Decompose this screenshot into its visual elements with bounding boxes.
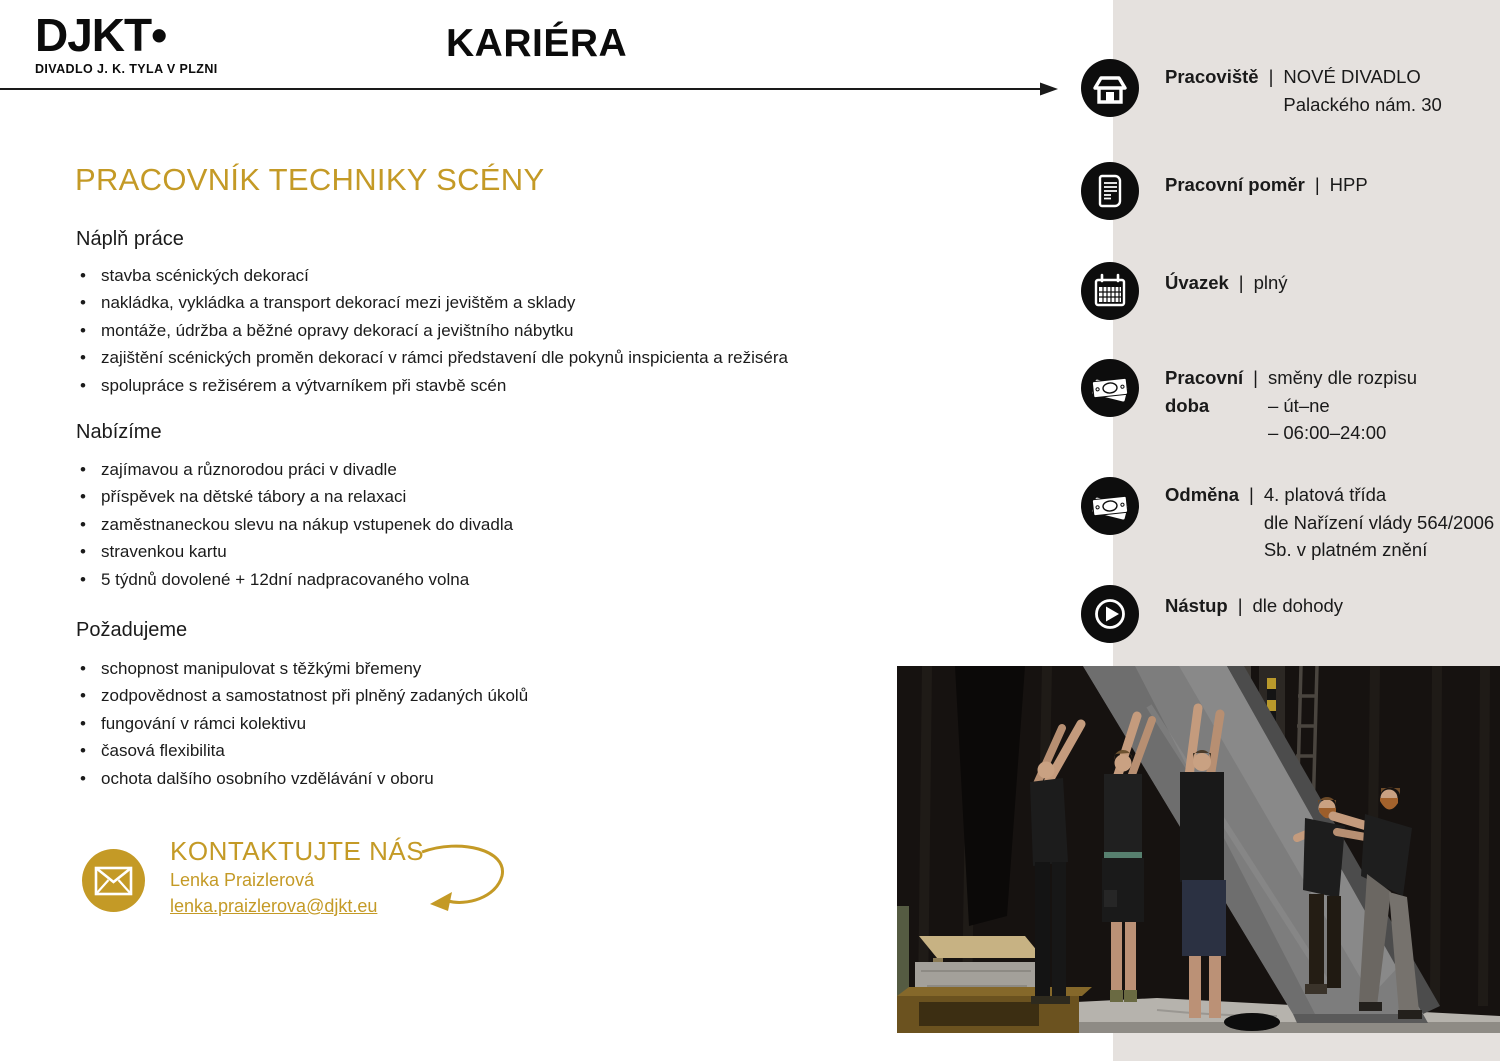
list-item: • spolupráce s režisérem a výtvarníkem při stavbě scén [78, 372, 788, 399]
money-icon [1081, 359, 1139, 417]
detail-separator: | [1238, 272, 1244, 293]
detail-row-odmena [1081, 477, 1494, 564]
detail-label: Úvazek [1165, 272, 1229, 293]
list-item: • stravenkou kartu [78, 538, 513, 565]
detail-value: HPP [1329, 174, 1368, 195]
brand-logo: DJKT• [35, 9, 167, 61]
money-icon [1081, 477, 1139, 535]
page-title: KARIÉRA [446, 22, 628, 65]
detail-value: NOVÉ DIVADLO [1283, 66, 1421, 87]
detail-value: – út–ne [1267, 394, 1330, 416]
brand [35, 9, 218, 76]
list-item: • zajímavou a různorodou práci v divadle [78, 456, 513, 483]
detail-value: dle dohody [1252, 595, 1344, 616]
arrow-right-icon [1040, 83, 1058, 96]
list-napln-prace [78, 262, 788, 399]
detail-separator: | [1314, 174, 1320, 195]
section-heading-nabizime: Nabízíme [76, 421, 162, 443]
detail-row-pracovni-pomer [1081, 162, 1368, 220]
list-item: • nakládka, vykládka a transport dekorací mezi jevištěm a sklady [78, 289, 788, 316]
detail-label: Pracovní [1165, 367, 1244, 388]
calendar-icon [1081, 262, 1139, 320]
detail-value: – 06:00–24:00 [1267, 422, 1387, 443]
detail-label: Pracoviště [1165, 66, 1259, 87]
detail-separator: | [1237, 595, 1243, 616]
list-item: • ochota dalšího osobního vzdělávání v oboru [78, 765, 528, 792]
detail-row-pracovni-doba [1081, 359, 1417, 447]
list-item: • stavba scénických dekorací [78, 262, 788, 289]
detail-label: Odměna [1165, 484, 1240, 505]
header-arrow-line [0, 79, 1062, 101]
list-item: • 5 týdnů dovolené + 12dní nadpracovaného volna [78, 566, 513, 593]
job-title: PRACOVNÍK TECHNIKY SCÉNY [75, 162, 545, 197]
contact-icon-circle [82, 849, 145, 912]
envelope-icon [82, 849, 145, 912]
list-item: • zaměstnaneckou slevu na nákup vstupenek do divadla [78, 511, 513, 538]
curved-arrow-icon [412, 836, 518, 914]
detail-separator: | [1268, 66, 1274, 87]
detail-row-nastup [1081, 585, 1343, 643]
home-icon [1081, 59, 1139, 117]
detail-value: Sb. v platném znění [1263, 539, 1428, 560]
document-icon [1081, 162, 1139, 220]
list-item: • příspěvek na dětské tábory a na relaxaci [78, 483, 513, 510]
detail-label: Pracovní poměr [1165, 174, 1305, 195]
detail-separator: | [1253, 367, 1258, 388]
detail-value: 4. platová třída [1263, 484, 1387, 505]
brand-subtitle: DIVADLO J. K. TYLA V PLZNI [35, 62, 218, 76]
list-item: • časová flexibilita [78, 737, 528, 764]
stage-photo [897, 666, 1500, 1033]
section-heading-pozadujeme: Požadujeme [76, 619, 188, 641]
list-nabizime [78, 456, 513, 593]
contact-email-link[interactable]: lenka.praizlerova@djkt.eu [170, 896, 378, 916]
detail-row-pracoviste [1081, 59, 1442, 118]
detail-value: plný [1253, 272, 1288, 293]
list-pozadujeme [78, 655, 528, 792]
detail-value: Palackého nám. 30 [1283, 93, 1442, 115]
contact-heading: KONTAKTUJTE NÁS [170, 836, 425, 866]
list-item: • montáže, údržba a běžné opravy dekorací a jevištního nábytku [78, 317, 788, 344]
list-item: • fungování v rámci kolektivu [78, 710, 528, 737]
list-item: • zajištění scénických proměn dekorací v rámci představení dle pokynů inspicienta a režiséra [78, 344, 788, 371]
detail-value: směny dle rozpisu [1267, 367, 1418, 388]
detail-label-line2: doba [1165, 394, 1210, 416]
detail-separator: | [1249, 484, 1254, 505]
contact-name: Lenka Praizlerová [170, 870, 315, 890]
list-item: • zodpovědnost a samostatnost při plněný zadaných úkolů [78, 682, 528, 709]
detail-value: dle Nařízení vlády 564/2006 [1263, 511, 1495, 533]
detail-row-uvazek [1081, 262, 1288, 320]
section-heading-napln-prace: Náplň práce [76, 228, 184, 250]
list-item: • schopnost manipulovat s těžkými břemeny [78, 655, 528, 682]
detail-label: Nástup [1165, 595, 1228, 616]
play-icon [1081, 585, 1139, 643]
